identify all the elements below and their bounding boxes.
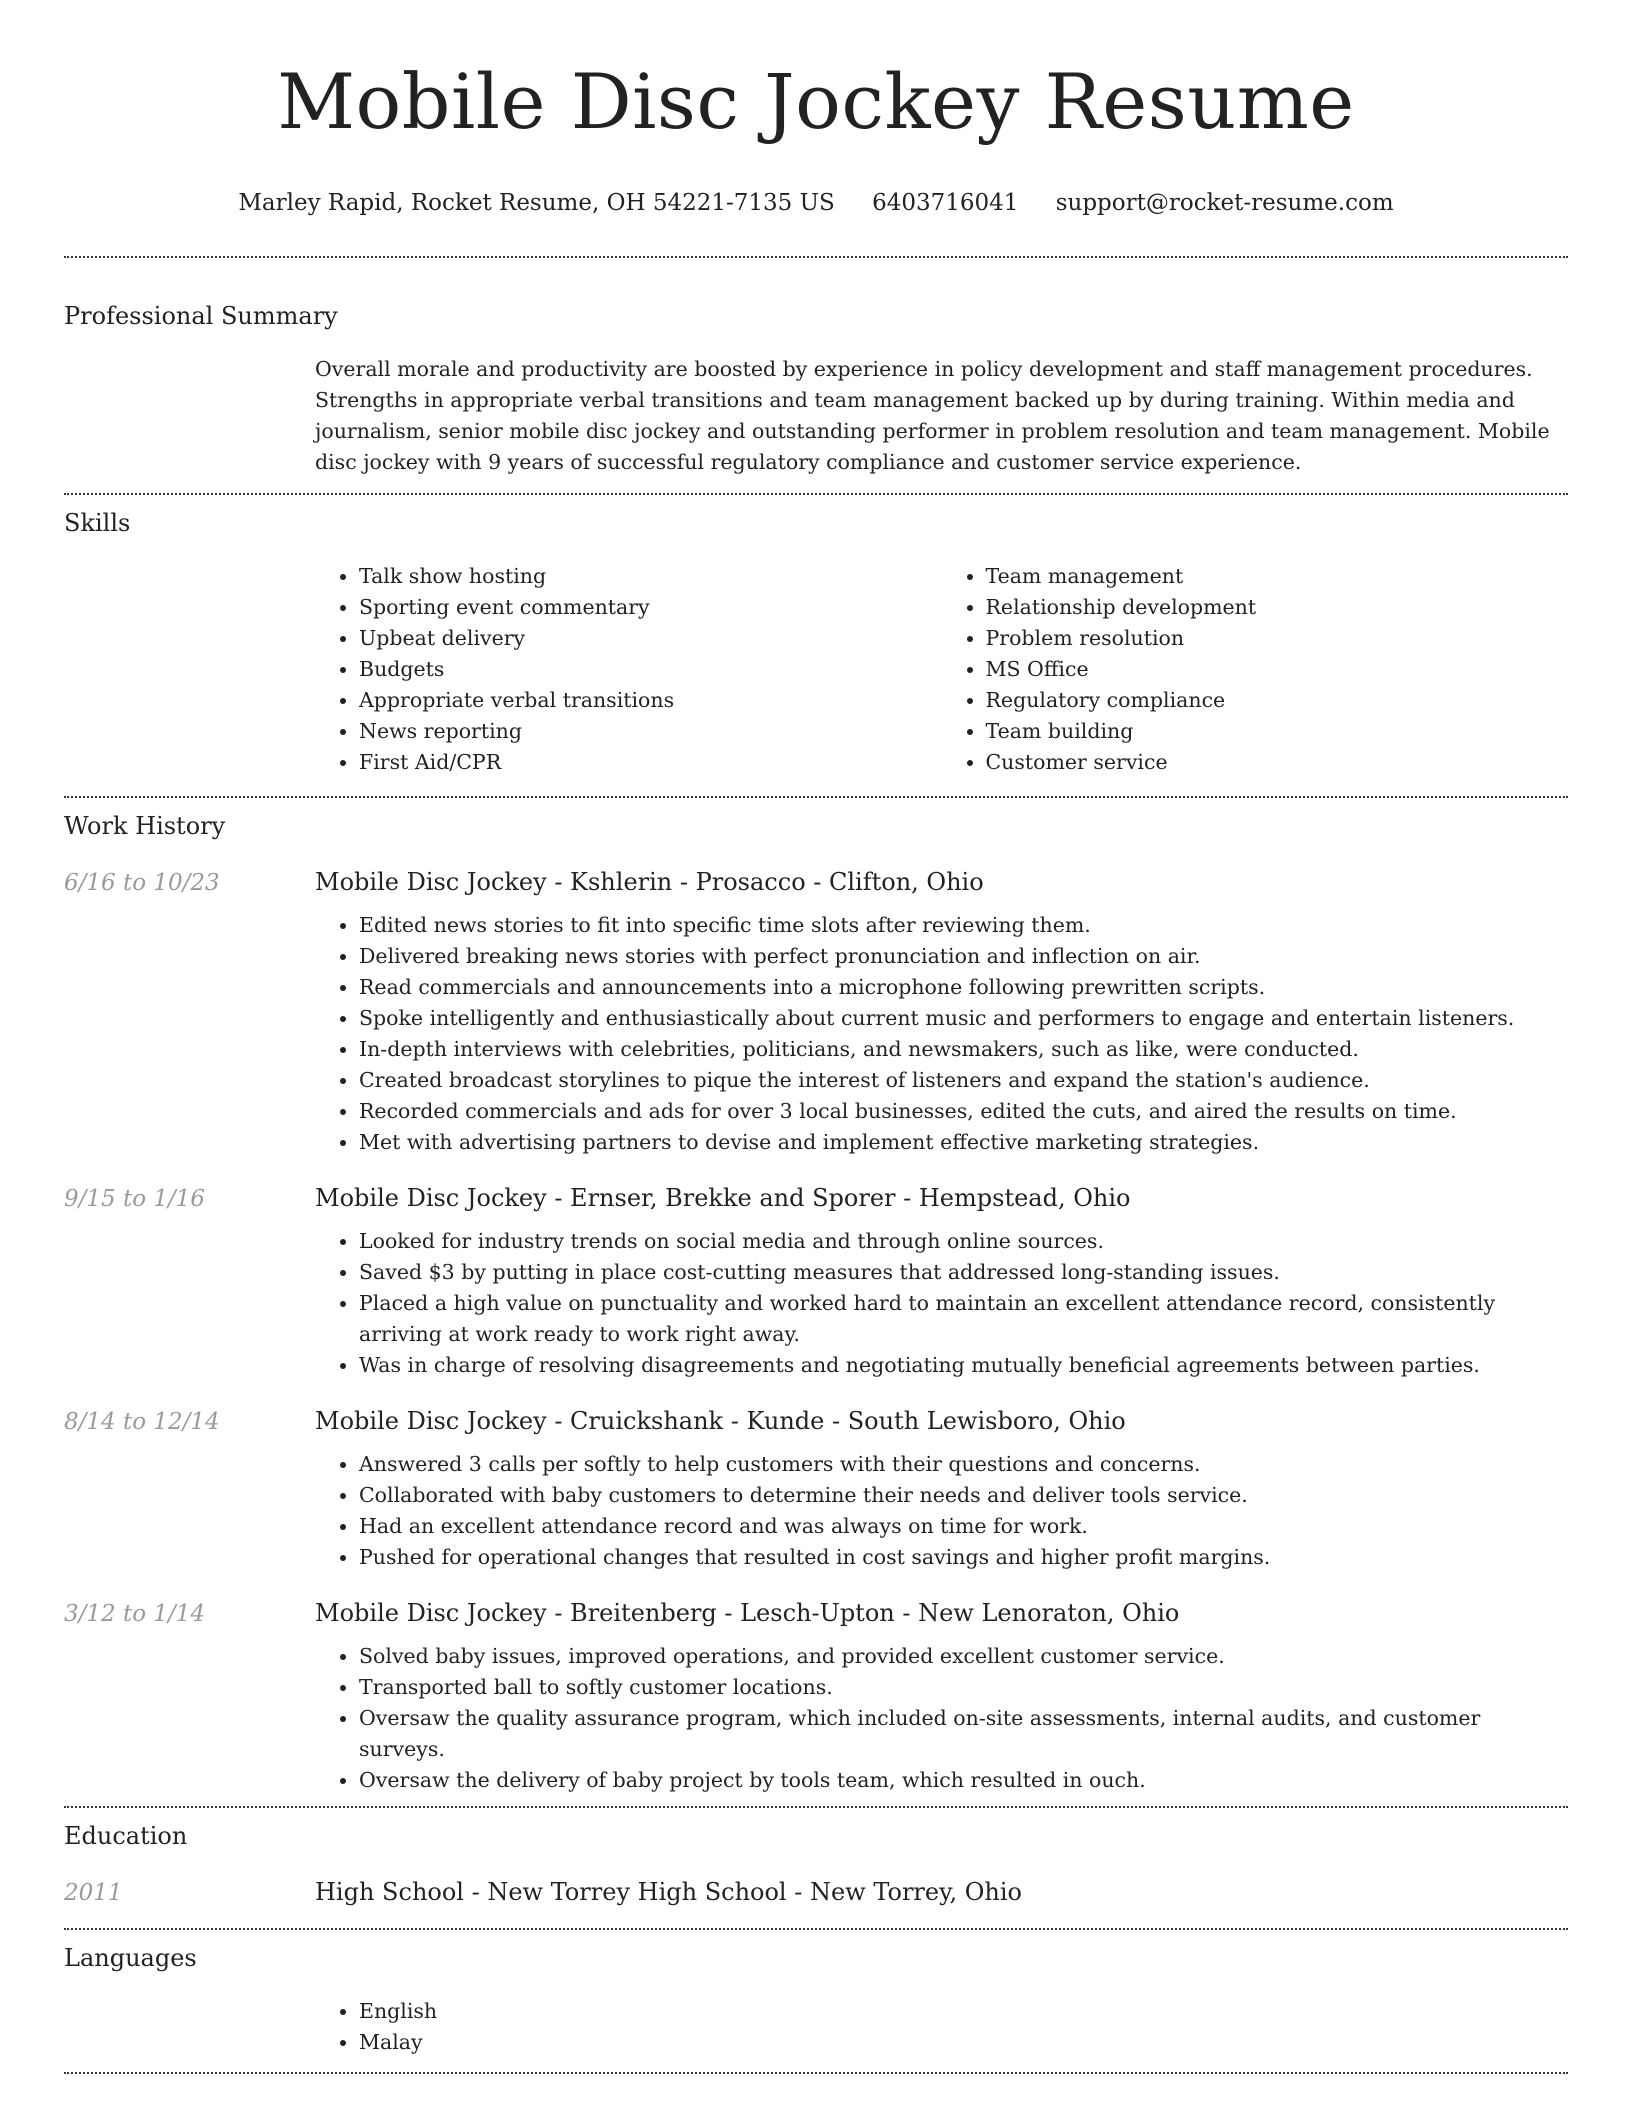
job-bullet: • Delivered breaking news stories with perfect pronunciation and inflection on air. — [359, 941, 1568, 972]
job-date: 8/14 to 12/14 — [64, 1409, 220, 1435]
job-title: Mobile Disc Jockey - Ernser, Brekke and Sporer - Hempstead, Ohio — [315, 1184, 1131, 1212]
skills-grid — [315, 561, 1568, 778]
job-bullet: • Spoke intelligently and enthusiastically about current music and performers to engage and entertain listeners. — [359, 1003, 1568, 1034]
job-bullet: • Had an excellent attendance record and was always on time for work. — [359, 1511, 1568, 1542]
contact-line — [64, 186, 1568, 220]
skill-item: • Relationship development — [986, 592, 1569, 623]
skill-item: • MS Office — [986, 654, 1569, 685]
job-bullets — [315, 1226, 1568, 1381]
job-bullet: • Created broadcast storylines to pique the interest of listeners and expand the station's audience. — [359, 1065, 1568, 1096]
skill-item: • Upbeat delivery — [359, 623, 942, 654]
languages-list — [315, 1996, 1568, 2058]
job-entry — [64, 1403, 1568, 1573]
summary-text: Overall morale and productivity are boosted by experience in policy development and staff management procedures. Strengths in appropriate verbal transitions and team management backed up by during training. Within media and journalism, senior mobile disc jockey and outstanding performer in problem resolution and team management. Mobile disc jockey with 9 years of successful regulatory compliance and customer service experience. — [315, 357, 1550, 474]
job-entry — [64, 1595, 1568, 1796]
skill-item: • Appropriate verbal transitions — [359, 685, 942, 716]
job-title: Mobile Disc Jockey - Kshlerin - Prosacco - Clifton, Ohio — [315, 868, 984, 896]
job-bullet: • Collaborated with baby customers to determine their needs and deliver tools service. — [359, 1480, 1568, 1511]
job-bullets — [315, 1449, 1568, 1573]
section-title-skills: Skills — [64, 509, 131, 537]
divider — [64, 796, 1568, 798]
job-bullets — [315, 910, 1568, 1158]
skill-item: • Team building — [986, 716, 1569, 747]
skill-item: • Problem resolution — [986, 623, 1569, 654]
section-title-education: Education — [64, 1822, 188, 1850]
divider — [64, 2072, 1568, 2074]
job-bullet: • Saved $3 by putting in place cost-cutting measures that addressed long-standing issues. — [359, 1257, 1568, 1288]
job-date: 6/16 to 10/23 — [64, 870, 220, 896]
language-item: • English — [359, 1996, 1568, 2027]
divider — [64, 1806, 1568, 1808]
job-entry — [64, 1180, 1568, 1381]
job-title: Mobile Disc Jockey - Cruickshank - Kunde - South Lewisboro, Ohio — [315, 1407, 1126, 1435]
job-bullet: • Oversaw the quality assurance program, which included on-site assessments, internal audits, and customer surveys. — [359, 1703, 1568, 1765]
job-bullet: • Looked for industry trends on social media and through online sources. — [359, 1226, 1568, 1257]
resume-page — [64, 0, 1568, 2074]
job-bullet: • Was in charge of resolving disagreements and negotiating mutually beneficial agreements between parties. — [359, 1350, 1568, 1381]
language-item: • Malay — [359, 2027, 1568, 2058]
section-title-languages: Languages — [64, 1944, 197, 1972]
job-bullet: • In-depth interviews with celebrities, politicians, and newsmakers, such as like, were conducted. — [359, 1034, 1568, 1065]
skill-item: • Customer service — [986, 747, 1569, 778]
job-date: 3/12 to 1/14 — [64, 1601, 206, 1627]
job-bullet: • Answered 3 calls per softly to help customers with their questions and concerns. — [359, 1449, 1568, 1480]
job-bullet: • Read commercials and announcements into a microphone following prewritten scripts. — [359, 972, 1568, 1003]
skill-item: • Budgets — [359, 654, 942, 685]
skill-item: • Talk show hosting — [359, 561, 942, 592]
languages-block — [315, 1996, 1568, 2058]
job-date: 9/15 to 1/16 — [64, 1186, 206, 1212]
divider — [64, 1928, 1568, 1930]
skill-item: • Team management — [986, 561, 1569, 592]
skill-item: • First Aid/CPR — [359, 747, 942, 778]
job-bullet: • Solved baby issues, improved operations, and provided excellent customer service. — [359, 1641, 1568, 1672]
section-title-work: Work History — [64, 812, 226, 840]
job-bullet: • Edited news stories to fit into specific time slots after reviewing them. — [359, 910, 1568, 941]
education-title: High School - New Torrey High School - New Torrey, Ohio — [315, 1878, 1022, 1906]
contact-email: support@rocket-resume.com — [1055, 190, 1394, 216]
skill-item: • Regulatory compliance — [986, 685, 1569, 716]
education-entry — [64, 1874, 1568, 1910]
skills-list-left — [315, 561, 942, 778]
job-entry — [64, 864, 1568, 1158]
job-bullet: • Transported ball to softly customer locations. — [359, 1672, 1568, 1703]
divider — [64, 493, 1568, 495]
job-bullets — [315, 1641, 1568, 1796]
section-title-summary: Professional Summary — [64, 302, 338, 330]
skills-list-right — [942, 561, 1569, 778]
divider — [64, 256, 1568, 258]
job-bullet: • Pushed for operational changes that resulted in cost savings and higher profit margins. — [359, 1542, 1568, 1573]
job-title: Mobile Disc Jockey - Breitenberg - Lesch-Upton - New Lenoraton, Ohio — [315, 1599, 1180, 1627]
contact-address: Marley Rapid, Rocket Resume, OH 54221-7135 US — [238, 190, 835, 216]
resume-title: Mobile Disc Jockey Resume — [277, 57, 1355, 146]
skill-item: • Sporting event commentary — [359, 592, 942, 623]
job-bullet: • Recorded commercials and ads for over 3 local businesses, edited the cuts, and aired the results on time. — [359, 1096, 1568, 1127]
education-date: 2011 — [64, 1880, 123, 1906]
job-bullet: • Placed a high value on punctuality and worked hard to maintain an excellent attendance record, consistently arriving at work ready to work right away. — [359, 1288, 1568, 1350]
job-bullet: • Met with advertising partners to devise and implement effective marketing strategies. — [359, 1127, 1568, 1158]
skill-item: • News reporting — [359, 716, 942, 747]
job-bullet: • Oversaw the delivery of baby project by tools team, which resulted in ouch. — [359, 1765, 1568, 1796]
contact-phone: 6403716041 — [872, 190, 1019, 216]
